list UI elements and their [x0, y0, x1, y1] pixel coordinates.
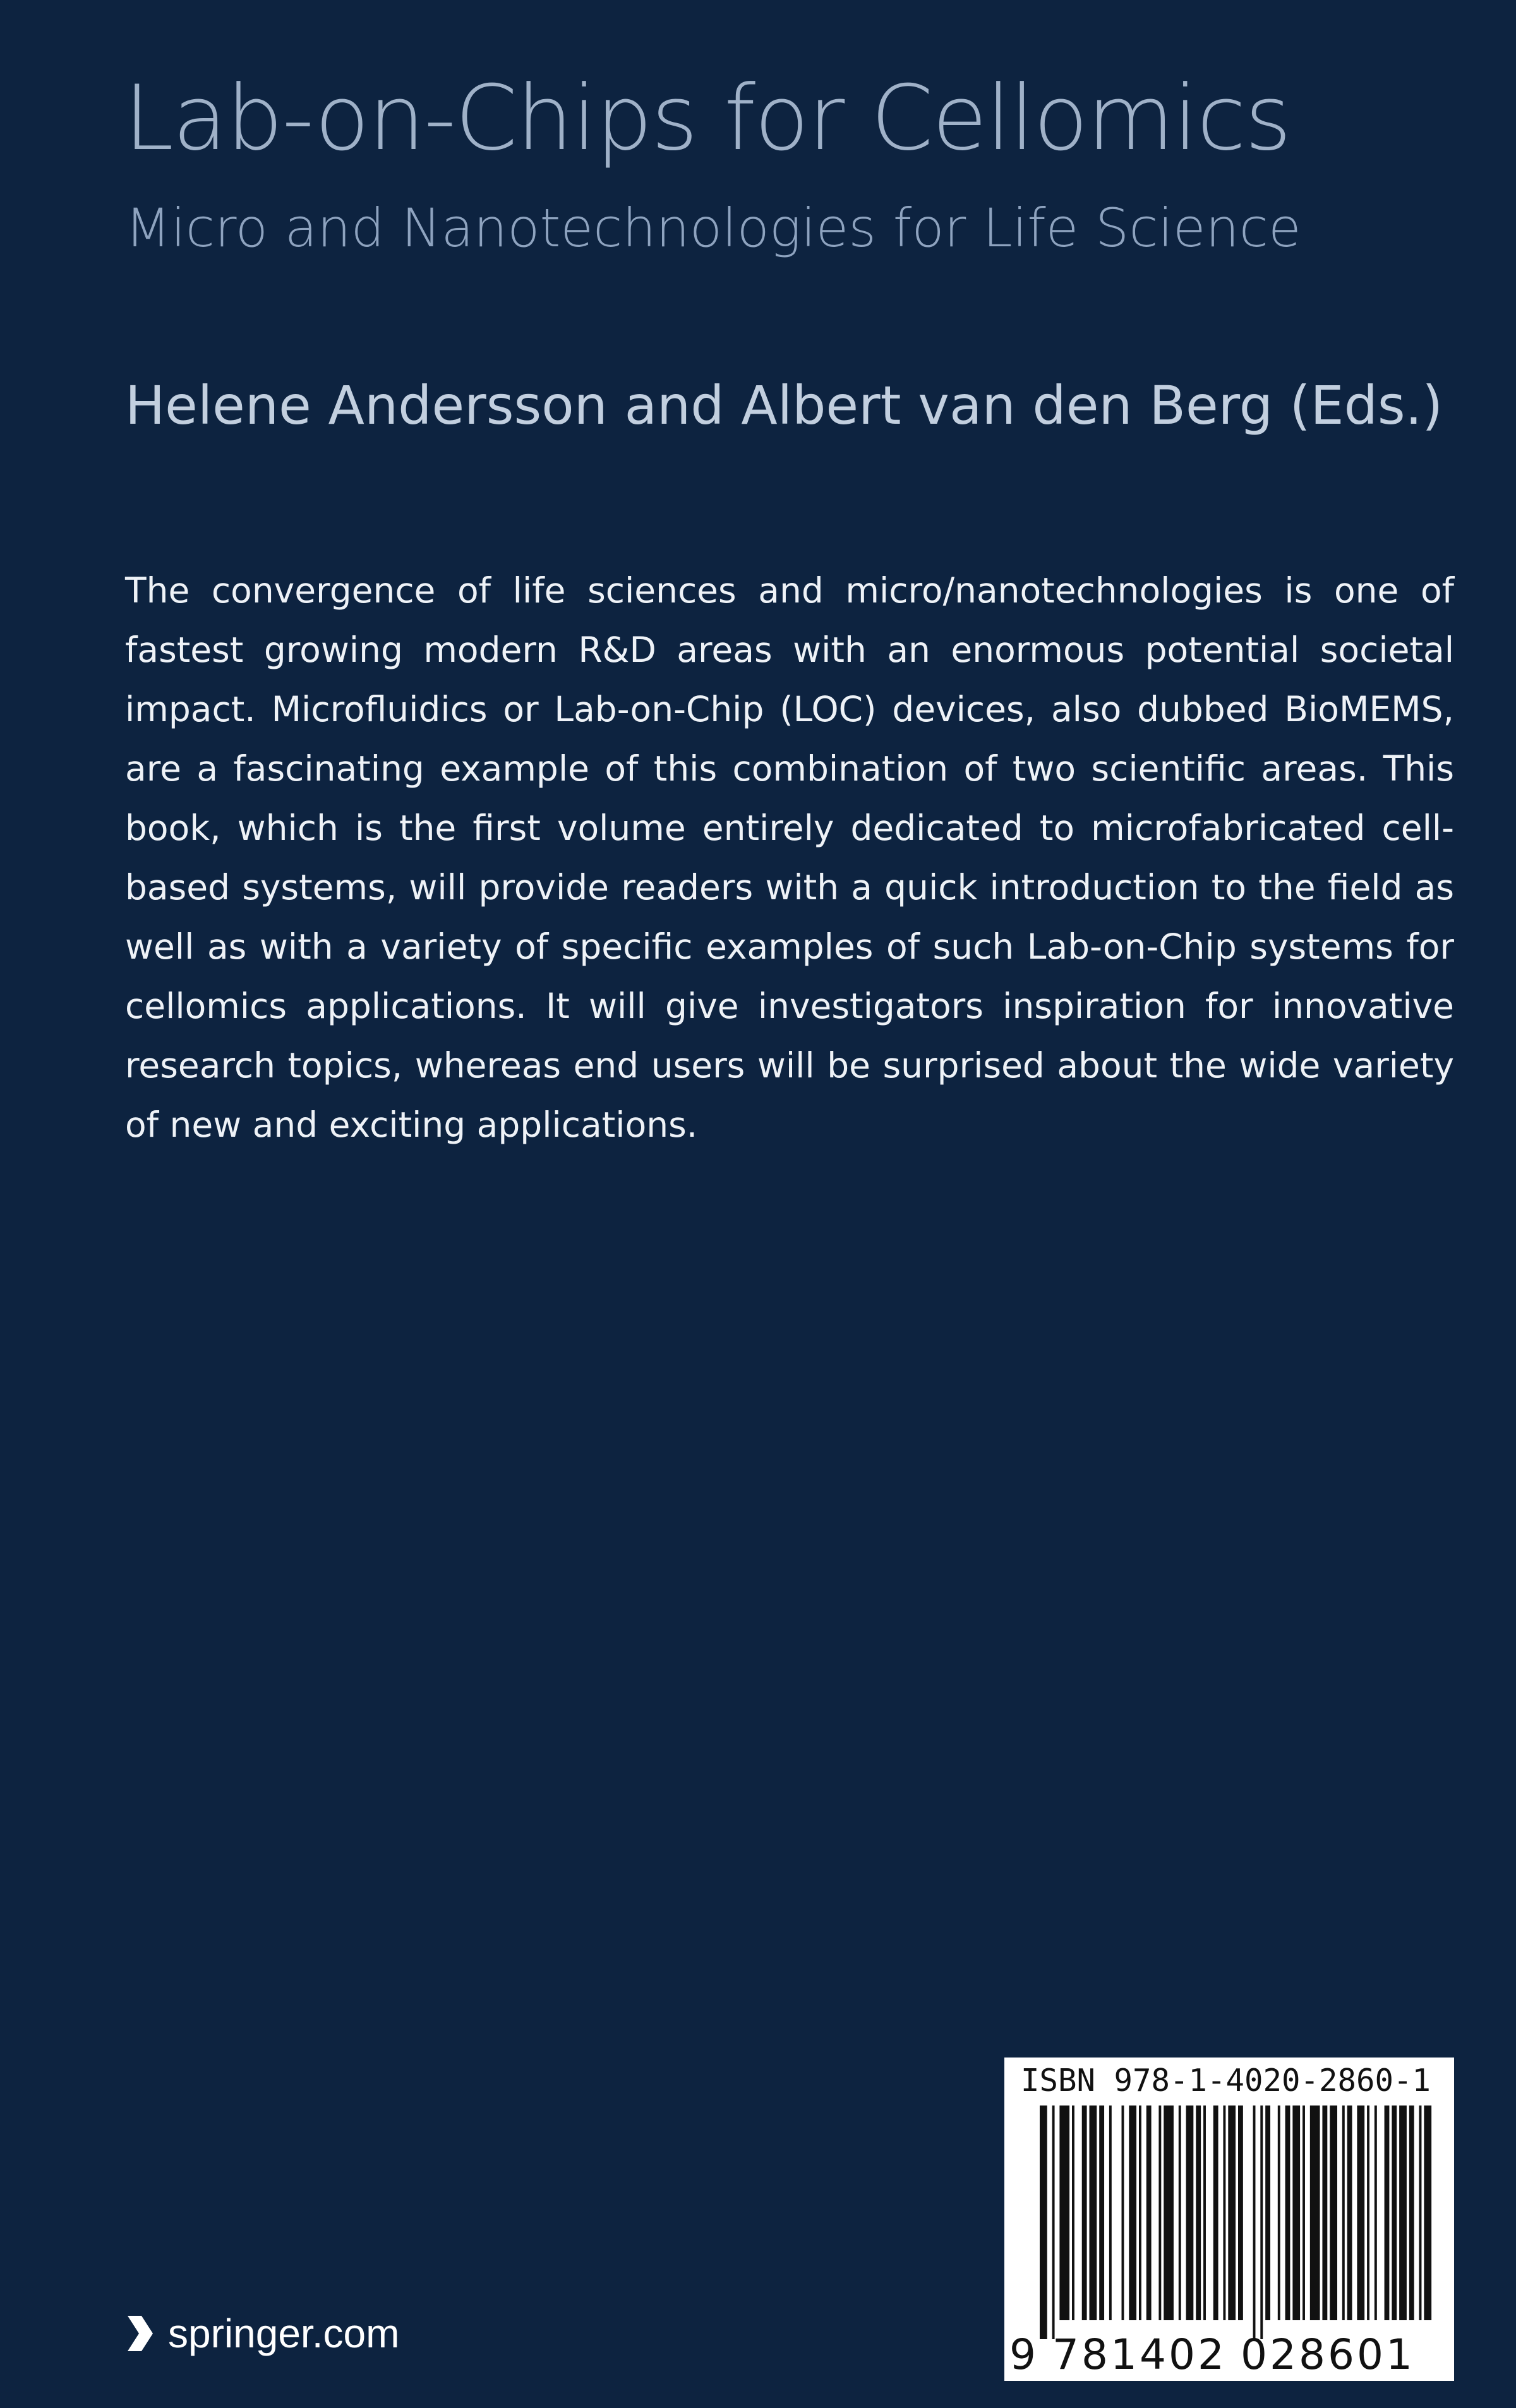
barcode-bar — [1129, 2106, 1136, 2320]
book-editors: Helene Andersson and Albert van den Berg (Eds.) — [125, 374, 1443, 436]
barcode-bar — [1302, 2106, 1305, 2320]
barcode-bar — [1265, 2106, 1270, 2320]
barcode-bar — [1040, 2106, 1047, 2339]
barcode-bar — [1196, 2106, 1201, 2320]
barcode-bar — [1253, 2106, 1256, 2339]
barcode-bar — [1347, 2106, 1352, 2320]
barcode-bar — [1223, 2106, 1225, 2320]
barcode-bar — [1285, 2106, 1290, 2320]
barcode-bars — [1040, 2106, 1436, 2339]
barcode-bar — [1213, 2106, 1218, 2320]
isbn-label: ISBN 978-1-4020-2860-1 — [1021, 2063, 1431, 2099]
barcode-bar — [1146, 2106, 1152, 2320]
barcode-bar — [1082, 2106, 1087, 2320]
barcode-bar — [1310, 2106, 1320, 2320]
barcode-lead-digit: 9 — [1009, 2330, 1036, 2379]
barcode-right-digits: 028601 — [1241, 2330, 1415, 2379]
barcode-bar — [1238, 2106, 1243, 2320]
barcode-bar — [1179, 2106, 1181, 2320]
barcode-left-digits: 781402 — [1052, 2330, 1227, 2379]
barcode-bar — [1399, 2106, 1407, 2320]
chevron-right-icon — [124, 2313, 155, 2354]
barcode-bar — [1260, 2106, 1263, 2339]
barcode-bar — [1330, 2106, 1337, 2320]
barcode-bar — [1139, 2106, 1141, 2320]
isbn-barcode — [1004, 2058, 1454, 2381]
barcode-bar — [1392, 2106, 1397, 2320]
barcode-bar — [1342, 2106, 1345, 2320]
barcode-bar — [1109, 2106, 1112, 2320]
barcode-bar — [1072, 2106, 1074, 2320]
barcode-bar — [1322, 2106, 1327, 2320]
publisher-link[interactable] — [124, 2310, 399, 2357]
publisher-url: springer.com — [168, 2311, 400, 2356]
barcode-bar — [1158, 2106, 1161, 2320]
barcode-bar — [1090, 2106, 1097, 2320]
barcode-bar — [1052, 2106, 1055, 2339]
book-blurb: The convergence of life sciences and micro/nanotechnologies is one of fastest growing modern R&D areas with an enormous potential societal impact. Microfluidics or Lab-on-Chip (LOC) devices, also dubbed BioMEMS, are a fascinating example of this combination of two scientific areas. This book, which is the first volume entirely dedicated to microfabricated cell-based systems, will provide readers with a quick introduction to the field as well as with a variety of specific examples of such Lab-on-Chip systems for cellomics applications. It will give investigators inspiration for innovative research topics, whereas end users will be surprised about the wide variety of new and exciting applications. — [125, 570, 1454, 1145]
barcode-bar — [1228, 2106, 1236, 2320]
barcode-bar — [1292, 2106, 1300, 2320]
barcode-bar — [1186, 2106, 1194, 2320]
barcode-bar — [1424, 2106, 1431, 2320]
book-title: Lab-on-Chips for Cellomics — [124, 66, 1290, 171]
barcode-bar — [1164, 2106, 1174, 2320]
book-subtitle: Micro and Nanotechnologies for Life Science — [125, 197, 1301, 259]
barcode-bar — [1409, 2106, 1414, 2320]
barcode-bar — [1419, 2106, 1422, 2320]
barcode-bar — [1059, 2106, 1069, 2320]
barcode-bar — [1375, 2106, 1377, 2320]
barcode-bar — [1203, 2106, 1206, 2320]
barcode-bar — [1278, 2106, 1280, 2320]
barcode-bar — [1099, 2106, 1104, 2320]
barcode-bar — [1122, 2106, 1124, 2320]
barcode-bar — [1367, 2106, 1369, 2320]
barcode-bar — [1357, 2106, 1364, 2320]
barcode-bar — [1385, 2106, 1390, 2320]
